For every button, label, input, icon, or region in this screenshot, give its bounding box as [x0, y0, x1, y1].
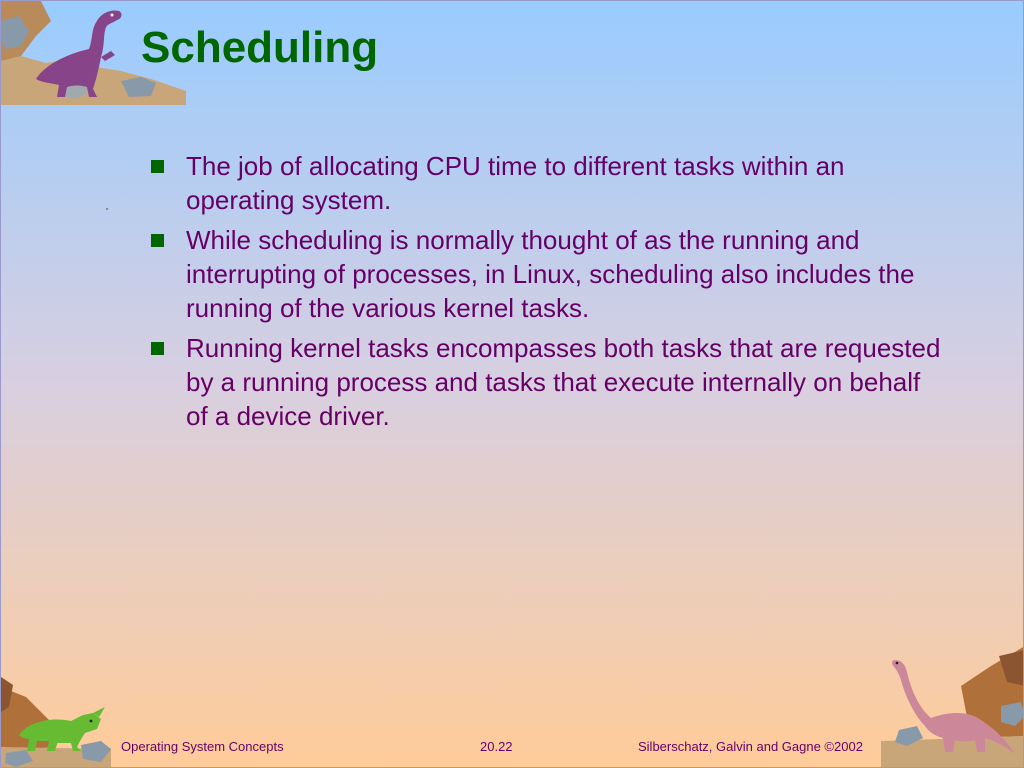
bullet-list: [149, 149, 949, 439]
square-bullet-icon: [151, 342, 164, 355]
bullet-item: [149, 149, 949, 217]
footer-course-title: Operating System Concepts: [121, 739, 284, 754]
stray-dot: [106, 208, 108, 210]
bullet-text: The job of allocating CPU time to different tasks within an operating system.: [186, 151, 845, 215]
bullet-text: While scheduling is normally thought of as the running and interrupting of processes, in Linux, scheduling also includes the running of the various kernel tasks.: [186, 225, 915, 323]
slide-title: Scheduling: [141, 23, 379, 72]
bullet-item: [149, 223, 949, 325]
footer-copyright: Silberschatz, Galvin and Gagne ©2002: [638, 739, 863, 754]
square-bullet-icon: [151, 234, 164, 247]
bullet-text: Running kernel tasks encompasses both tasks that are requested by a running process and tasks that execute internally on behalf of a device driver.: [186, 333, 941, 431]
footer-slide-number: 20.22: [480, 739, 513, 754]
square-bullet-icon: [151, 160, 164, 173]
triceratops-dinosaur-icon: [1, 677, 116, 768]
bullet-item: [149, 331, 949, 433]
brontosaurus-dinosaur-icon: [881, 646, 1024, 768]
